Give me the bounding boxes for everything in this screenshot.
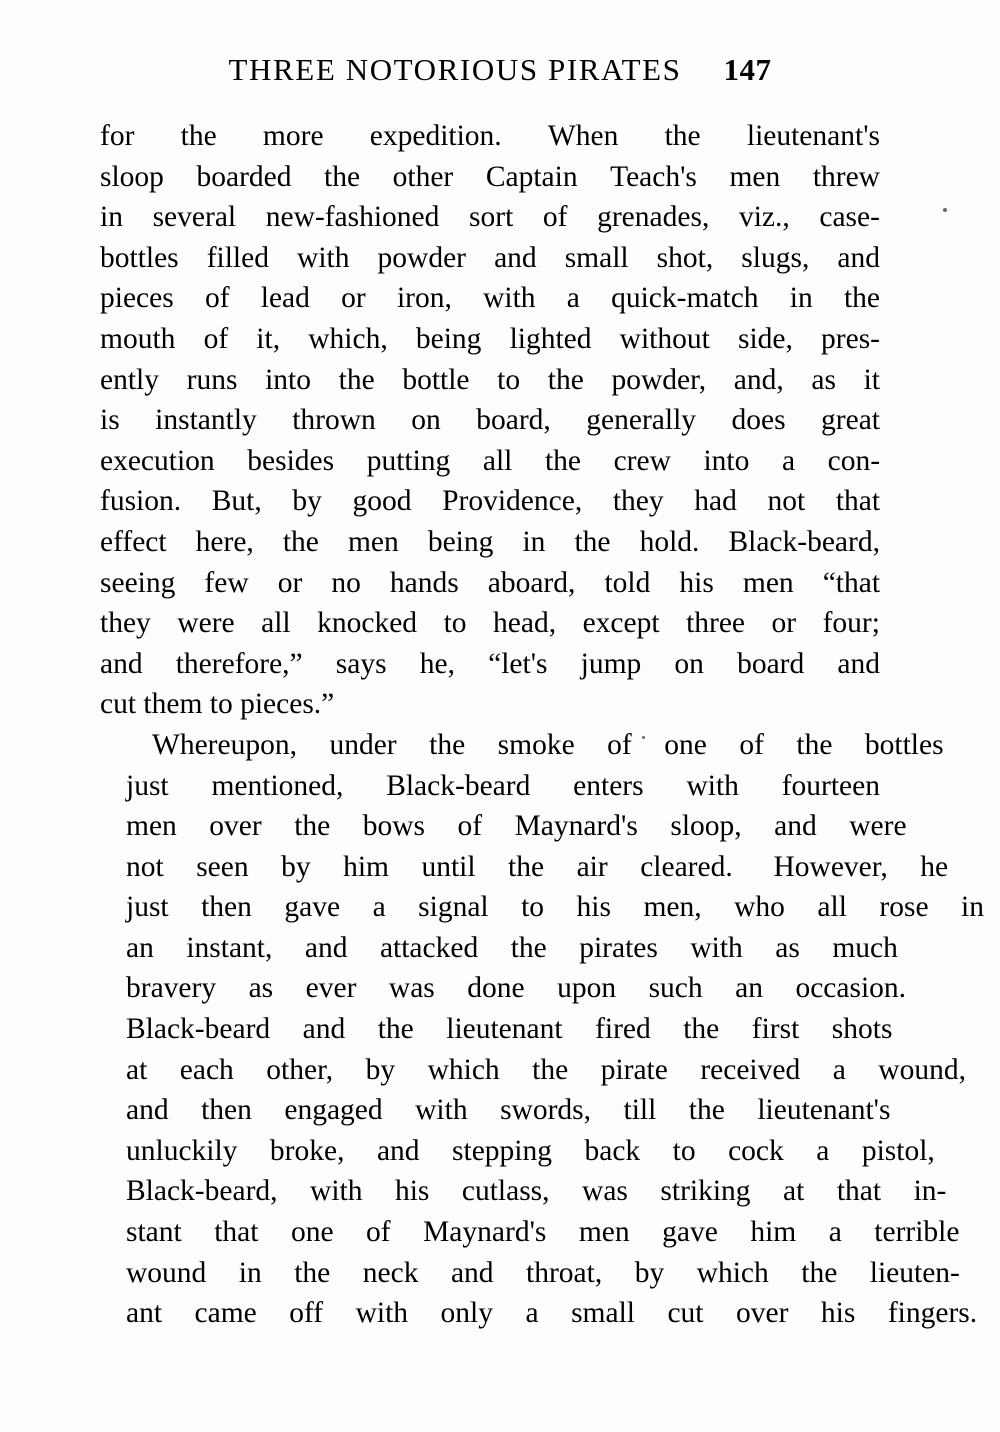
text-line: mouth of it, which, being lighted without side, pres- bbox=[100, 322, 881, 355]
text-line: they were all knocked to head, except three or four; bbox=[100, 607, 880, 640]
paper-speck bbox=[943, 208, 947, 212]
text-line: pieces of lead or iron, with a quick-match in the bbox=[100, 282, 881, 315]
text-line: is instantly thrown on board, generally does great bbox=[100, 404, 880, 437]
text-line: effect here, the men being in the hold. Black-beard, bbox=[100, 525, 880, 558]
text-line: an instant, and attacked the pirates with as much bbox=[126, 931, 898, 964]
page-number: 147 bbox=[723, 52, 772, 87]
text-line: Black-beard and the lieutenant fired the first shots bbox=[126, 1013, 893, 1046]
text-line: wound in the neck and throat, by which the lieuten- bbox=[126, 1256, 960, 1289]
text-line: for the more expedition. When the lieutenant's bbox=[100, 120, 880, 152]
text-line: at each other, by which the pirate received a wound, bbox=[126, 1053, 966, 1086]
text-line: cut them to pieces.” bbox=[100, 688, 335, 721]
text-line: men over the bows of Maynard's sloop, and were bbox=[126, 810, 907, 843]
text-line: in several new-fashioned sort of grenades, viz., case- bbox=[100, 201, 880, 234]
text-line: Whereupon, under the smoke of one of the bottles bbox=[152, 728, 944, 761]
paper-speck bbox=[642, 736, 645, 739]
text-line: bravery as ever was done upon such an occasion. bbox=[126, 972, 907, 1005]
text-line: Black-beard, with his cutlass, was striking at that in- bbox=[126, 1175, 947, 1208]
text-line: unluckily broke, and stepping back to cock a pistol, bbox=[126, 1134, 935, 1167]
text-line: stant that one of Maynard's men gave him a terrible bbox=[126, 1216, 960, 1249]
text-line: execution besides putting all the crew into a con- bbox=[100, 444, 881, 477]
text-line: bottles filled with powder and small shot, slugs, and bbox=[100, 241, 880, 274]
paragraph-2 bbox=[100, 725, 984, 1334]
page-header bbox=[100, 52, 900, 88]
text-line: just mentioned, Black-beard enters with fourteen bbox=[126, 769, 880, 802]
text-line: and then engaged with swords, till the lieutenant's bbox=[126, 1094, 891, 1127]
text-line: seeing few or no hands aboard, told his men “that bbox=[100, 566, 881, 599]
text-line: not seen by him until the air cleared. However, he bbox=[126, 850, 949, 883]
page-body bbox=[100, 116, 984, 1334]
text-line: just then gave a signal to his men, who all rose in bbox=[126, 891, 984, 924]
text-line: and therefore,” says he, “let's jump on board and bbox=[100, 647, 880, 680]
text-line: fusion. But, by good Providence, they had not that bbox=[100, 485, 881, 518]
running-title: THREE NOTORIOUS PIRATES bbox=[228, 52, 682, 87]
text-line: ant came off with only a small cut over his fingers. bbox=[126, 1297, 978, 1330]
text-line: sloop boarded the other Captain Teach's men threw bbox=[100, 160, 880, 193]
paragraph-1 bbox=[100, 116, 880, 725]
text-line: ently runs into the bottle to the powder, and, as it bbox=[100, 363, 880, 396]
